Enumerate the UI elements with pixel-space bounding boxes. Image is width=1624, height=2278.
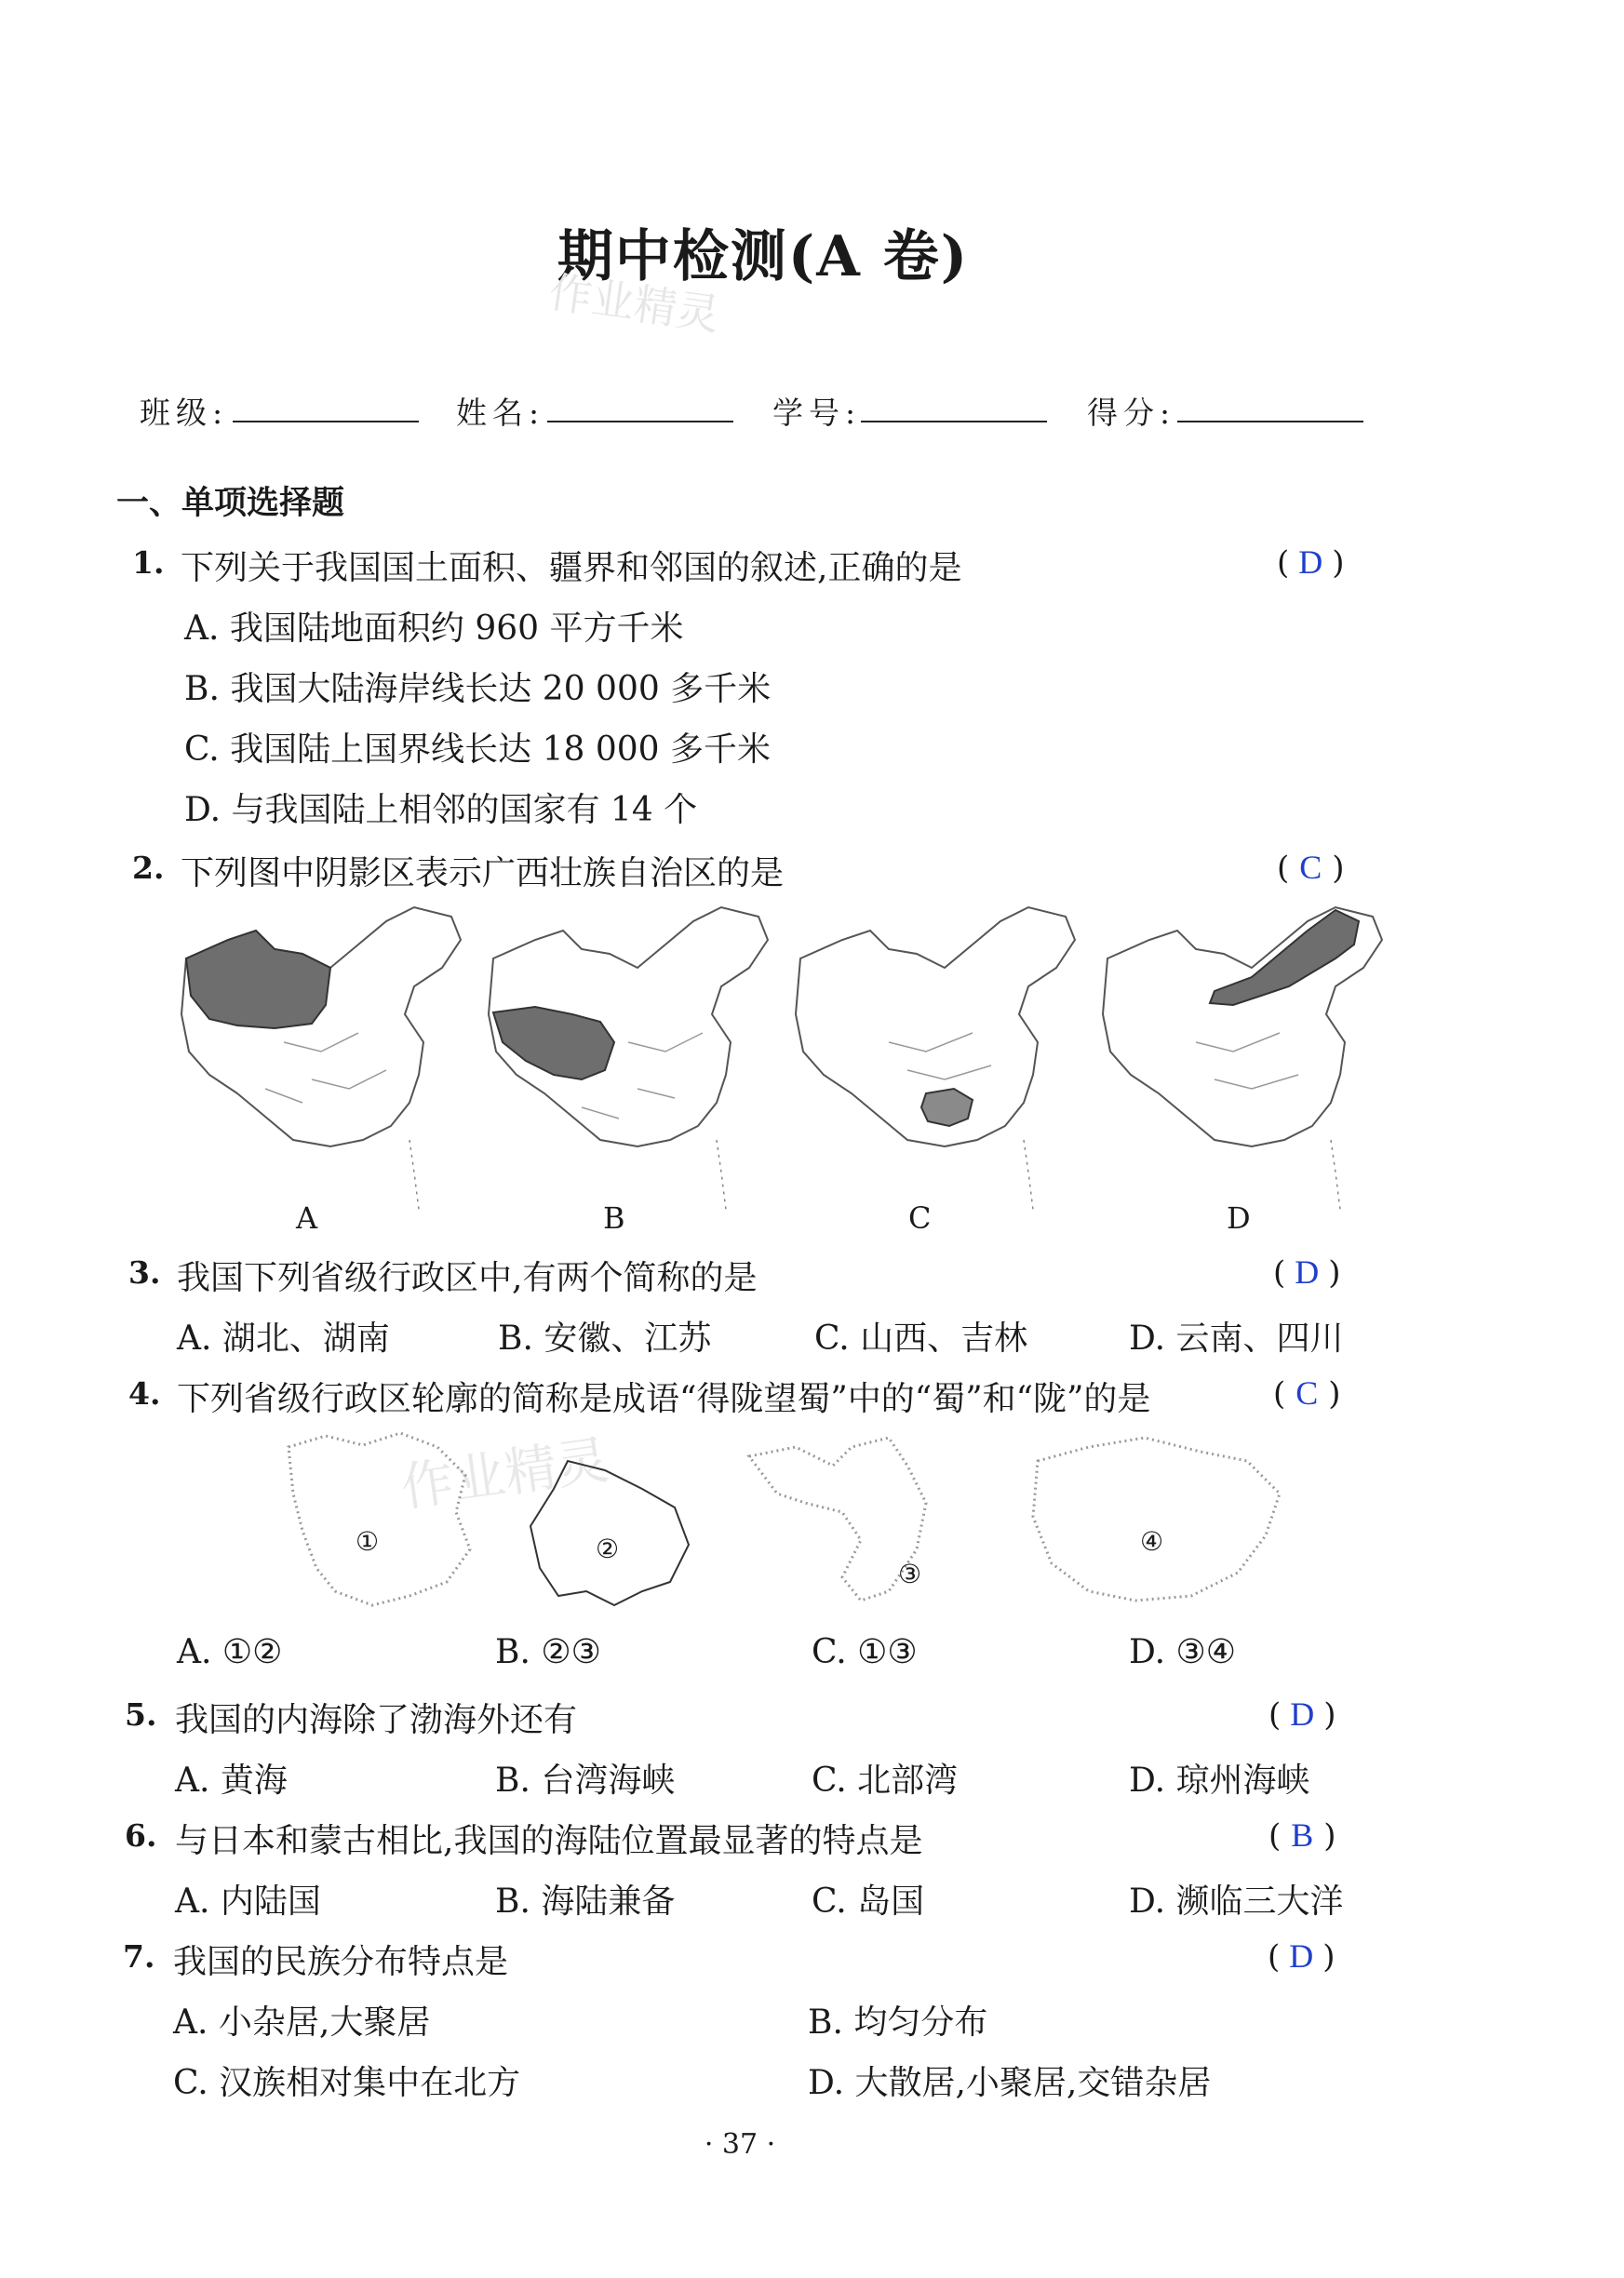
option[interactable]: B. ②③ <box>495 1633 601 1671</box>
class-label: 班级: <box>140 395 229 431</box>
china-map-d[interactable] <box>1094 903 1401 1219</box>
option[interactable]: C. 北部湾 <box>812 1762 959 1800</box>
answer-value: D <box>1290 1695 1315 1733</box>
option[interactable]: D. 云南、四川 <box>1129 1320 1344 1358</box>
option[interactable]: B. 我国大陆海岸线长达 20 000 多千米 <box>184 670 772 708</box>
watermark: 作业精灵 <box>397 1429 613 1520</box>
option[interactable]: C. 岛国 <box>812 1883 925 1921</box>
page-title: 期中检测(A 卷) <box>557 224 970 289</box>
answer-value: C <box>1295 1374 1319 1412</box>
outline-label: ① <box>356 1526 380 1557</box>
question-text: 我国的内海除了渤海外还有 <box>175 1701 578 1739</box>
question-text: 下列关于我国国土面积、疆界和邻国的叙述,正确的是 <box>181 549 962 587</box>
province-outline-3[interactable] <box>740 1428 963 1615</box>
option[interactable]: C. ①③ <box>812 1633 918 1671</box>
outline-label: ③ <box>898 1559 922 1589</box>
question-text: 我国下列省级行政区中,有两个简称的是 <box>177 1259 758 1297</box>
answer-bracket: ( D ) <box>1268 1937 1335 1976</box>
name-label: 姓名: <box>456 395 545 431</box>
answer-bracket: ( D ) <box>1268 1695 1336 1734</box>
option[interactable]: A. 内陆国 <box>175 1883 321 1921</box>
answer-value: D <box>1289 1937 1314 1975</box>
question-number: 6. <box>125 1817 157 1854</box>
option[interactable]: C. 我国陆上国界线长达 18 000 多千米 <box>184 730 772 769</box>
answer-value: D <box>1298 543 1323 581</box>
option[interactable]: B. 台湾海峡 <box>495 1762 676 1800</box>
option[interactable]: C. 山西、吉林 <box>814 1320 1028 1358</box>
question-number: 1. <box>132 544 165 581</box>
option[interactable]: B. 安徽、江苏 <box>498 1320 712 1358</box>
map-label: B <box>603 1200 625 1236</box>
question-text: 我国的民族分布特点是 <box>173 1943 509 1981</box>
option[interactable]: D. 濒临三大洋 <box>1129 1883 1344 1921</box>
option[interactable]: D. 大散居,小聚居,交错杂居 <box>808 2064 1212 2102</box>
question-text: 下列省级行政区轮廓的简称是成语“得陇望蜀”中的“蜀”和“陇”的是 <box>177 1380 1151 1418</box>
answer-bracket: ( D ) <box>1273 1253 1341 1292</box>
province-outline-1[interactable] <box>279 1428 484 1615</box>
option[interactable]: B. 均匀分布 <box>808 2003 988 2042</box>
name-field[interactable] <box>547 421 733 422</box>
watermark: 作业精灵 <box>545 266 723 341</box>
answer-value: C <box>1299 849 1322 886</box>
question-text: 与日本和蒙古相比,我国的海陆位置最显著的特点是 <box>175 1822 923 1860</box>
answer-bracket: ( C ) <box>1273 1374 1341 1413</box>
question-number: 4. <box>128 1375 161 1412</box>
answer-bracket: ( D ) <box>1277 543 1345 582</box>
china-map-b[interactable] <box>479 903 786 1219</box>
question-number: 2. <box>132 850 165 886</box>
score-label: 得分: <box>1087 395 1176 431</box>
page-number: · 37 · <box>704 2128 776 2161</box>
score-field[interactable] <box>1177 421 1363 422</box>
map-label: C <box>908 1200 932 1236</box>
answer-bracket: ( C ) <box>1277 849 1345 887</box>
section-title: 一、单项选择题 <box>116 485 345 522</box>
class-field[interactable] <box>233 421 419 422</box>
option[interactable]: A. 小杂居,大聚居 <box>173 2003 431 2042</box>
answer-bracket: ( B ) <box>1268 1816 1336 1855</box>
student-number-field[interactable] <box>861 421 1047 422</box>
option[interactable]: C. 汉族相对集中在北方 <box>173 2064 521 2102</box>
option[interactable]: D. 与我国陆上相邻的国家有 14 个 <box>184 791 698 829</box>
map-label: A <box>296 1200 318 1236</box>
answer-value: B <box>1291 1816 1314 1854</box>
china-map-a[interactable] <box>172 903 479 1219</box>
answer-value: D <box>1295 1253 1320 1291</box>
question-number: 7. <box>123 1938 155 1975</box>
option[interactable]: A. ①② <box>177 1633 283 1671</box>
china-map-c[interactable] <box>786 903 1094 1219</box>
option[interactable]: D. 琼州海峡 <box>1129 1762 1310 1800</box>
option[interactable]: A. 我国陆地面积约 960 平方千米 <box>184 610 684 648</box>
question-number: 5. <box>125 1696 157 1733</box>
option[interactable]: D. ③④ <box>1129 1633 1237 1671</box>
question-number: 3. <box>128 1254 161 1291</box>
province-outline-4[interactable] <box>1024 1433 1294 1610</box>
option[interactable]: A. 黄海 <box>175 1762 288 1800</box>
option[interactable]: A. 湖北、湖南 <box>177 1320 390 1358</box>
province-outline-2[interactable] <box>512 1452 698 1610</box>
option[interactable]: B. 海陆兼备 <box>495 1883 676 1921</box>
map-label: D <box>1227 1200 1251 1236</box>
outline-label: ② <box>596 1534 620 1564</box>
question-text: 下列图中阴影区表示广西壮族自治区的是 <box>181 854 785 892</box>
student-number-label: 学号: <box>772 395 862 431</box>
outline-label: ④ <box>1140 1526 1164 1557</box>
